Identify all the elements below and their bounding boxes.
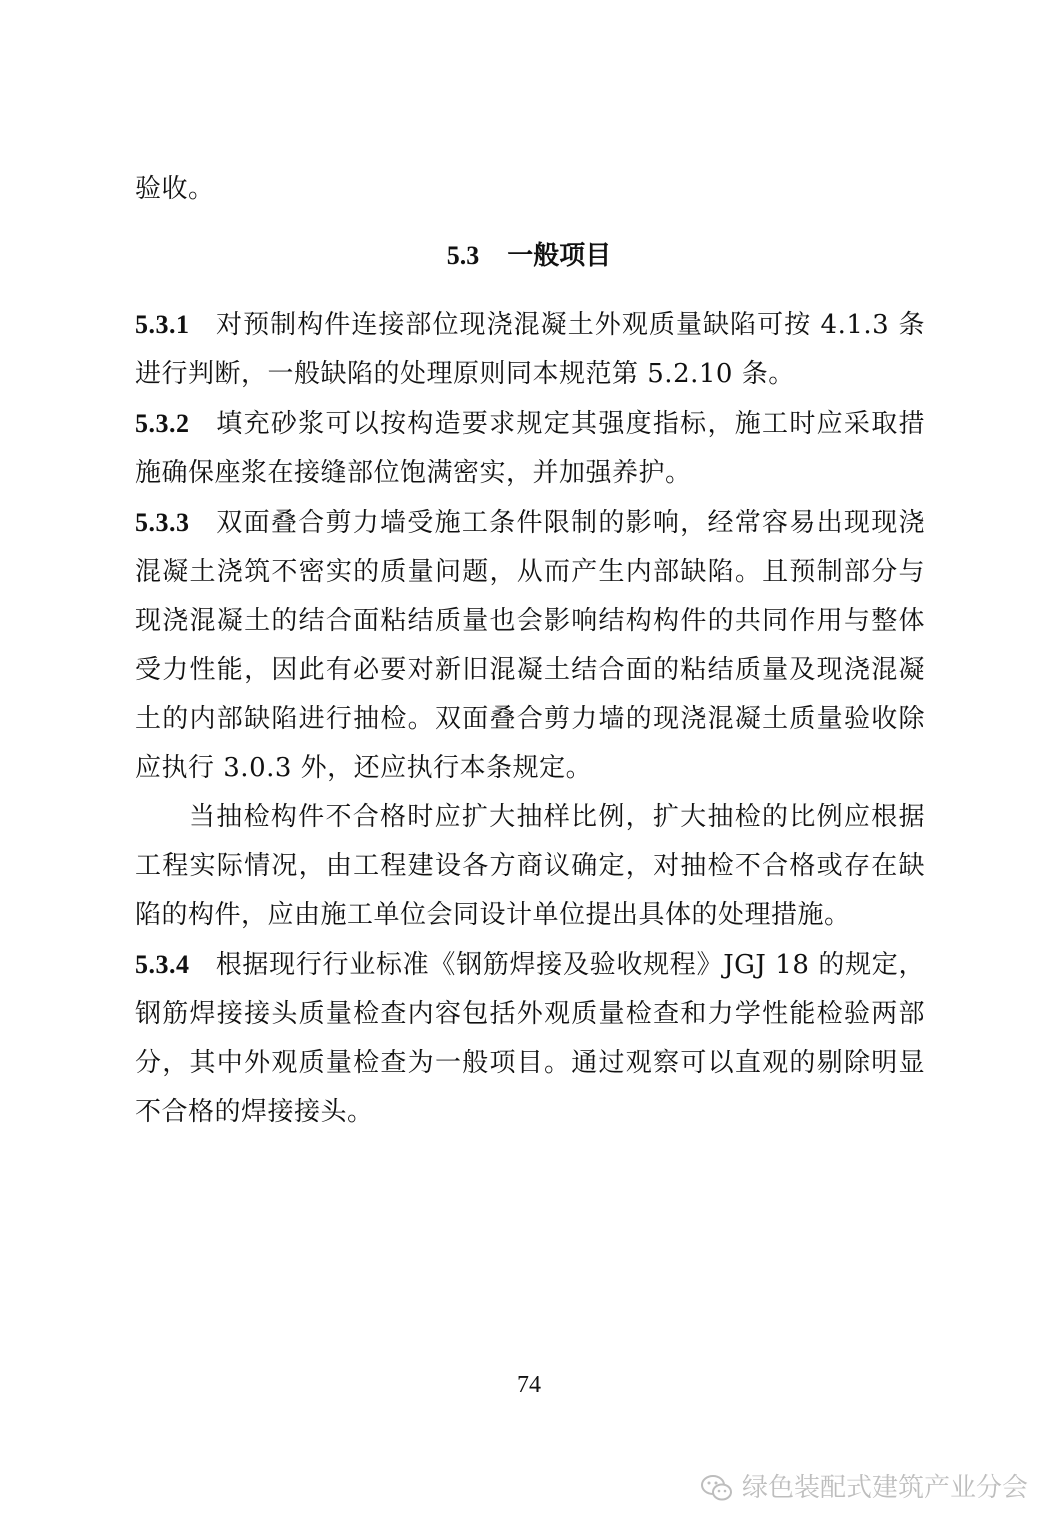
clause-number: 5.3.2 <box>135 409 190 438</box>
clause-5-3-3 <box>135 498 925 793</box>
clause-text: 对预制构件连接部位现浇混凝土外观质量缺陷可按 4.1.3 条进行判断，一般缺陷的处理原则同本规范第 5.2.10 条。 <box>135 310 925 389</box>
carry-over-text: 验收。 <box>135 174 215 204</box>
page-number: 74 <box>517 1372 541 1398</box>
clause-text: 根据现行行业标准《钢筋焊接及验收规程》JGJ 18 的规定，钢筋焊接接头质量检查内容包括外观质量检查和力学性能检验两部分，其中外观质量检查为一般项目。通过观察可以直观的剔除明显不合格的焊接接头。 <box>135 950 925 1127</box>
clause-5-3-4 <box>135 940 925 1137</box>
clause-number: 5.3.4 <box>135 950 190 979</box>
wechat-icon <box>700 1473 734 1503</box>
clause-5-3-1 <box>135 300 925 399</box>
clause-number: 5.3.3 <box>135 508 190 537</box>
section-title-text: 一般项目 <box>507 241 612 271</box>
clause-5-3-2 <box>135 399 925 498</box>
watermark <box>700 1470 1028 1506</box>
clause-text: 填充砂浆可以按构造要求规定其强度指标，施工时应采取措施确保座浆在接缝部位饱满密实，并加强养护。 <box>135 409 925 488</box>
clause-text: 双面叠合剪力墙受施工条件限制的影响，经常容易出现现浇混凝土浇筑不密实的质量问题，从而产生内部缺陷。且预制部分与现浇混凝土的结合面粘结质量也会影响结构构件的共同作用与整体受力性能，因此有必要对新旧混凝土结合面的粘结质量及现浇混凝土的内部缺陷进行抽检。双面叠合剪力墙的现浇混凝土质量验收除应执行 3.0.3 外，还应执行本条规定。 <box>135 508 925 783</box>
watermark-text: 绿色装配式建筑产业分会 <box>741 1473 1028 1503</box>
clause-number: 5.3.1 <box>135 310 190 339</box>
section-heading <box>0 231 1058 281</box>
clause-list <box>135 300 925 1137</box>
clause-5-3-3-continuation: 当抽检构件不合格时应扩大抽样比例，扩大抽检的比例应根据工程实际情况，由工程建设各方商议确定，对抽检不合格或存在缺陷的构件，应由施工单位会同设计单位提出具体的处理措施。 <box>135 802 925 930</box>
section-number: 5.3 <box>446 241 480 270</box>
